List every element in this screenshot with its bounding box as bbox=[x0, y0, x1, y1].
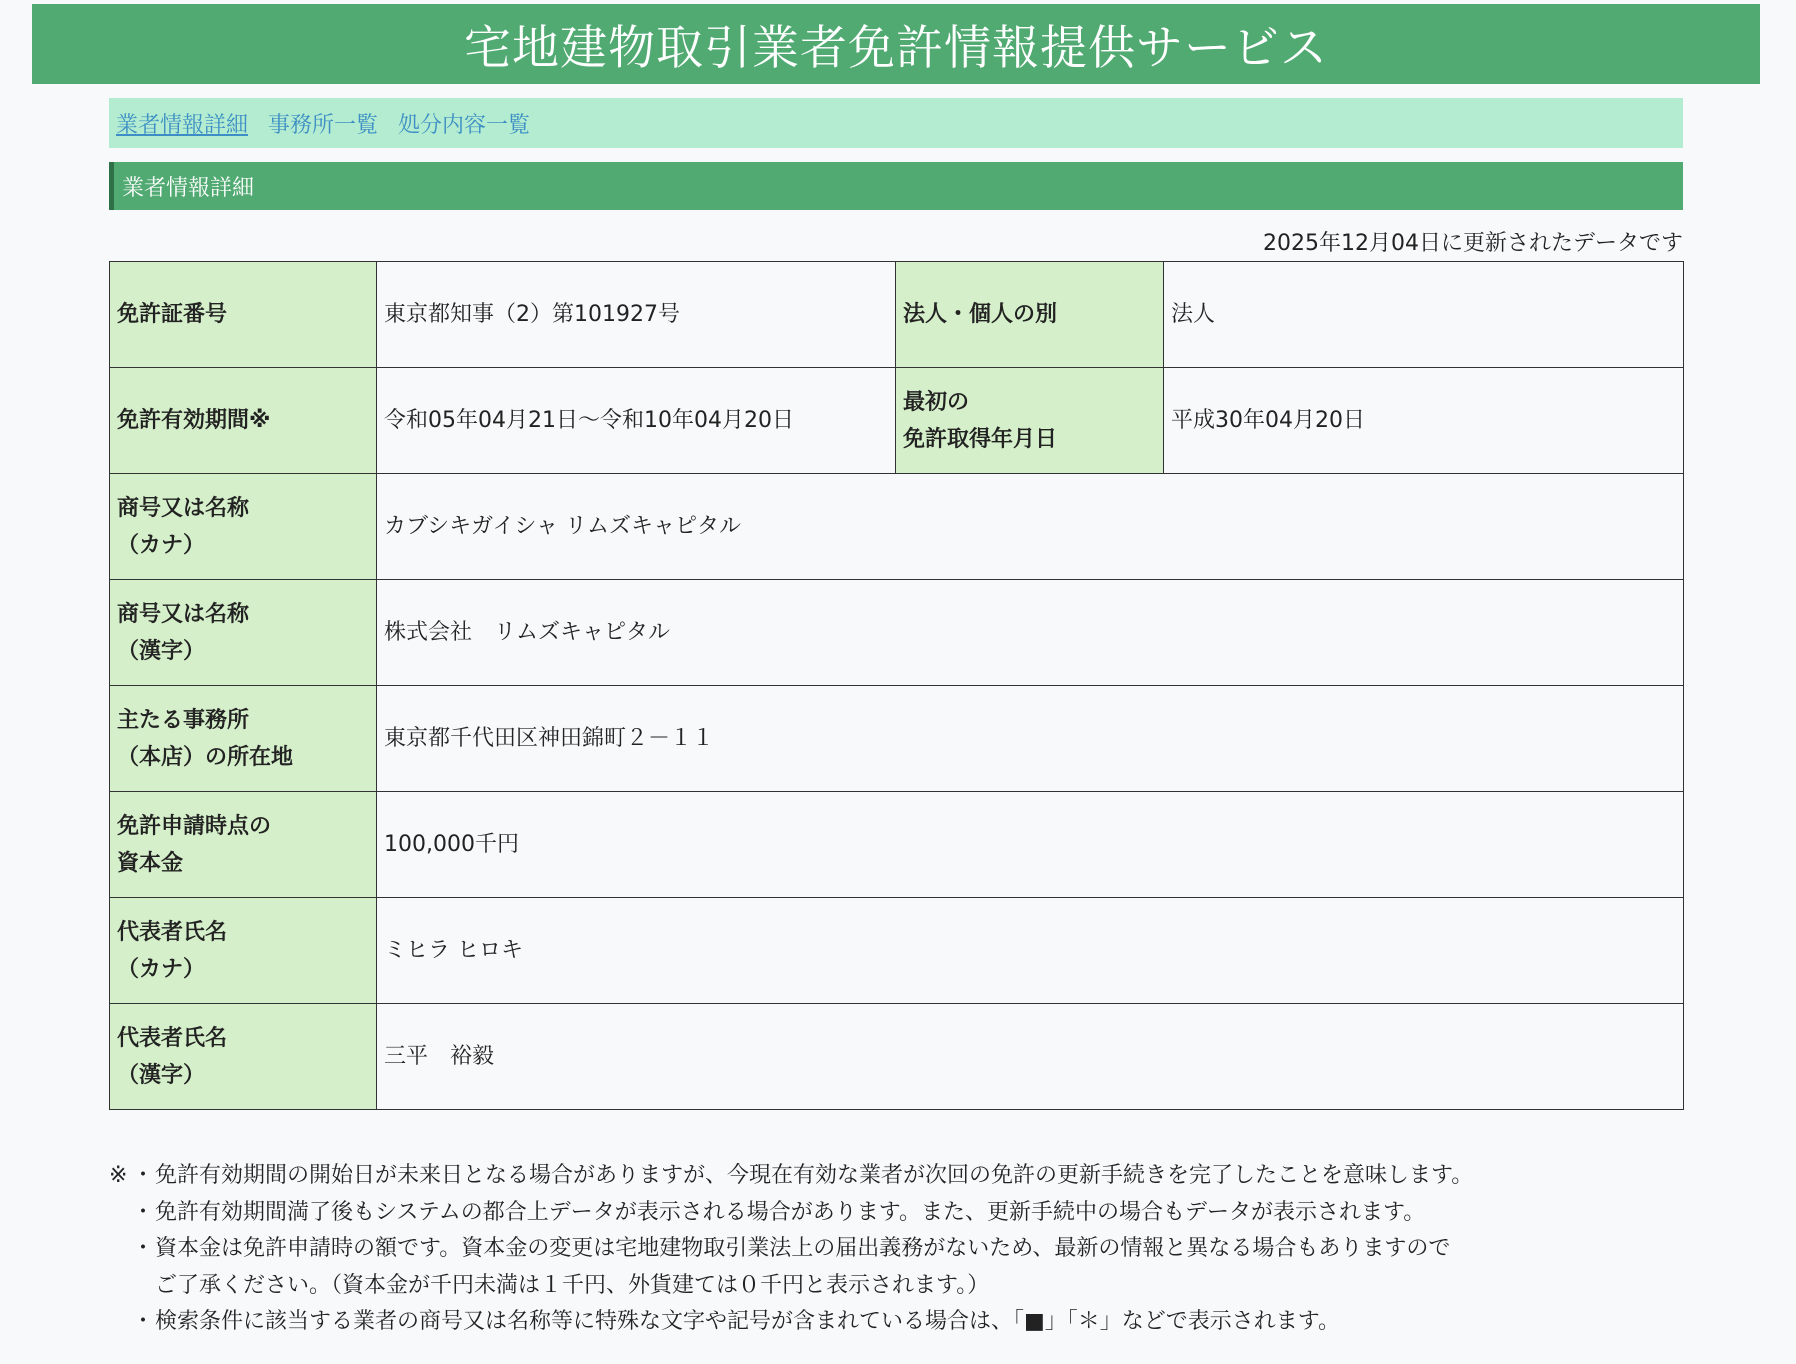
note-text: 検索条件に該当する業者の商号又は名称等に特殊な文字や記号が含まれている場合は、「■」「＊」などで表示されます。 bbox=[155, 1309, 1341, 1334]
tab-business-detail[interactable]: 業者情報詳細 bbox=[116, 112, 249, 138]
tab-office-list[interactable]: 事務所一覧 bbox=[268, 112, 379, 138]
rep-kanji-label-line2: （漢字） bbox=[117, 1062, 206, 1088]
capital-label-line1: 免許申請時点の bbox=[117, 813, 272, 839]
note-item bbox=[109, 1231, 1683, 1304]
page-title: 宅地建物取引業者免許情報提供サービス bbox=[464, 20, 1328, 76]
office-label bbox=[110, 686, 377, 792]
rep-kanji-label bbox=[110, 1004, 377, 1110]
name-kana-label bbox=[110, 474, 377, 580]
notes-section bbox=[109, 1158, 1683, 1341]
first-license-value: 平成30年04月20日 bbox=[1164, 368, 1684, 474]
business-info-table bbox=[109, 261, 1684, 1110]
capital-label-line2: 資本金 bbox=[117, 850, 184, 876]
rep-kana-label bbox=[110, 898, 377, 1004]
name-kanji-value: 株式会社 リムズキャピタル bbox=[377, 580, 1684, 686]
section-header bbox=[109, 162, 1683, 210]
note-bullet: ・ bbox=[132, 1309, 155, 1334]
capital-label bbox=[110, 792, 377, 898]
note-mark: ※ bbox=[109, 1163, 128, 1188]
rep-kana-label-line2: （カナ） bbox=[117, 956, 206, 982]
name-kana-value: カブシキガイシャ リムズキャピタル bbox=[377, 474, 1684, 580]
rep-kanji-label-line1: 代表者氏名 bbox=[117, 1025, 228, 1051]
validity-value: 令和05年04月21日～令和10年04月20日 bbox=[377, 368, 896, 474]
note-item bbox=[109, 1195, 1683, 1232]
updated-note: 2025年12月04日に更新されたデータです bbox=[1263, 231, 1683, 256]
entity-type-value: 法人 bbox=[1164, 262, 1684, 368]
license-no-value: 東京都知事（2）第101927号 bbox=[377, 262, 896, 368]
first-license-label-line1: 最初の bbox=[903, 389, 970, 415]
name-kana-label-line1: 商号又は名称 bbox=[117, 495, 250, 521]
name-kanji-label-line2: （漢字） bbox=[117, 638, 206, 664]
table-row bbox=[110, 1004, 1684, 1110]
note-item bbox=[109, 1158, 1683, 1195]
note-bullet: ・ bbox=[132, 1163, 155, 1188]
office-label-line2: （本店）の所在地 bbox=[117, 744, 294, 770]
rep-kana-label-line1: 代表者氏名 bbox=[117, 919, 228, 945]
capital-value: 100,000千円 bbox=[377, 792, 1684, 898]
first-license-label-line2: 免許取得年月日 bbox=[903, 426, 1058, 452]
license-no-label: 免許証番号 bbox=[110, 262, 377, 368]
name-kanji-label-line1: 商号又は名称 bbox=[117, 601, 250, 627]
table-row bbox=[110, 580, 1684, 686]
table-row bbox=[110, 898, 1684, 1004]
name-kana-label-line2: （カナ） bbox=[117, 532, 206, 558]
rep-kana-value: ミヒラ ヒロキ bbox=[377, 898, 1684, 1004]
section-title: 業者情報詳細 bbox=[122, 175, 255, 201]
first-license-label bbox=[896, 368, 1164, 474]
table-row bbox=[110, 474, 1684, 580]
office-value: 東京都千代田区神田錦町２－１１ bbox=[377, 686, 1684, 792]
tab-disposition-list[interactable]: 処分内容一覧 bbox=[398, 112, 531, 138]
validity-label: 免許有効期間※ bbox=[110, 368, 377, 474]
table-row bbox=[110, 368, 1684, 474]
note-text-line1: 資本金は免許申請時の額です。資本金の変更は宅地建物取引業法上の届出義務がないため、最新の情報と異なる場合もありますので bbox=[155, 1236, 1451, 1261]
note-text-line2: ご了承ください。（資本金が千円未満は１千円、外貨建ては０千円と表示されます。） bbox=[155, 1272, 990, 1298]
note-bullet: ・ bbox=[132, 1199, 155, 1225]
note-text: 免許有効期間満了後もシステムの都合上データが表示される場合があります。また、更新手続中の場合もデータが表示されます。 bbox=[155, 1199, 1426, 1225]
tab-bar bbox=[109, 98, 1683, 148]
entity-type-label: 法人・個人の別 bbox=[896, 262, 1164, 368]
table-row bbox=[110, 262, 1684, 368]
table-row bbox=[110, 686, 1684, 792]
note-item bbox=[109, 1304, 1683, 1341]
name-kanji-label bbox=[110, 580, 377, 686]
office-label-line1: 主たる事務所 bbox=[117, 707, 250, 733]
page-banner bbox=[32, 4, 1760, 84]
note-bullet: ・ bbox=[132, 1236, 155, 1261]
note-text: 免許有効期間の開始日が未来日となる場合がありますが、今現在有効な業者が次回の免許の更新手続きを完了したことを意味します。 bbox=[155, 1163, 1474, 1188]
rep-kanji-value: 三平 裕毅 bbox=[377, 1004, 1684, 1110]
table-row bbox=[110, 792, 1684, 898]
note-text bbox=[155, 1231, 1683, 1304]
